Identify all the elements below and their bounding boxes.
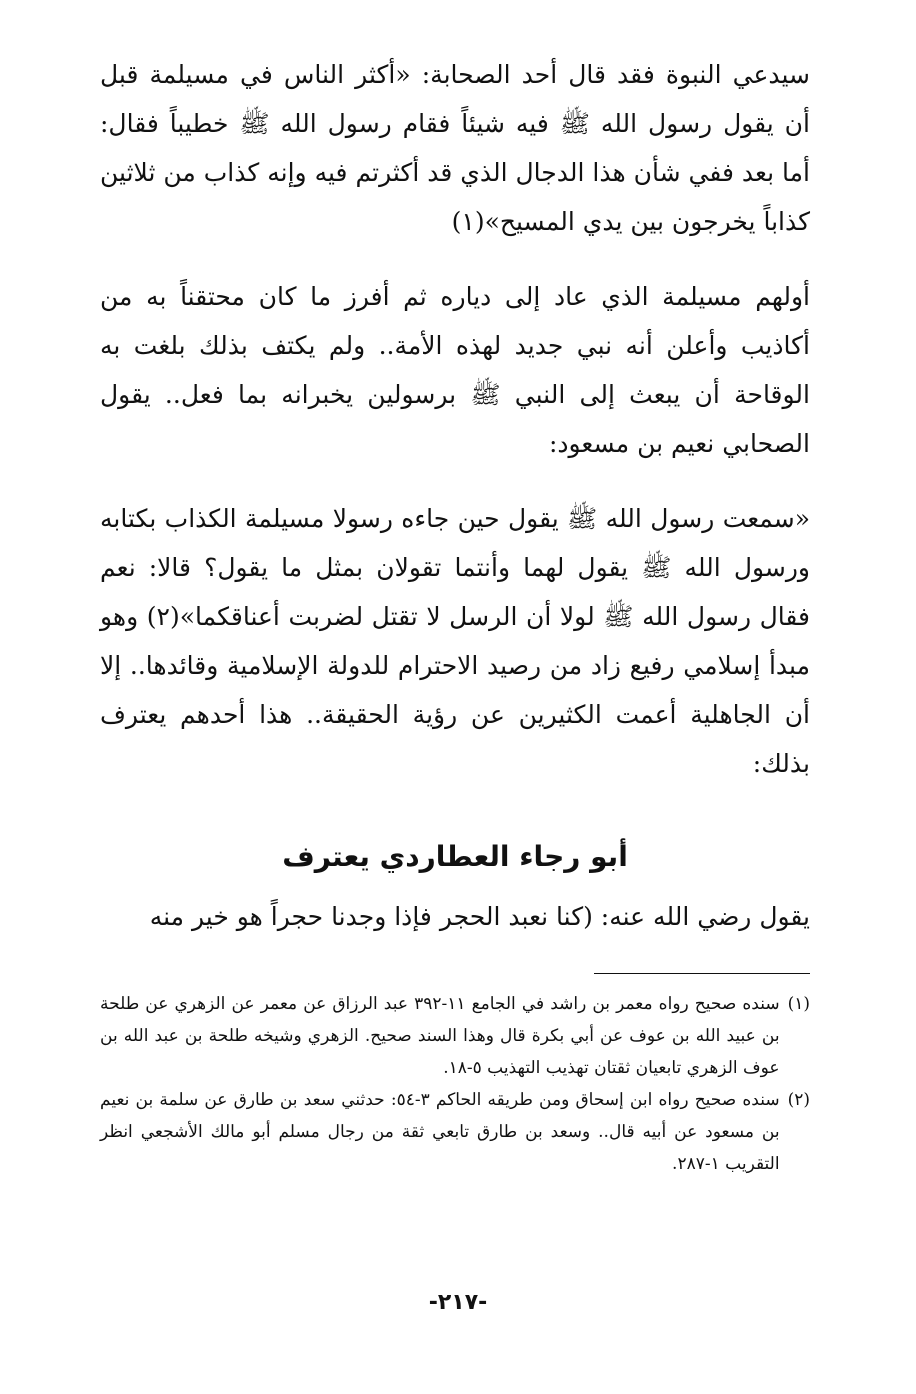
footnote-1-text: سنده صحيح رواه معمر بن راشد في الجامع ١١-٣٩٢ عبد الرزاق عن معمر عن الزهري عن طلحة بن عبيد الله بن عوف عن أبي بكرة قال وهذا السند صحيح. الزهري وشيخه طلحة بن عبد الله بن عوف الزهري تابعيان ثقتان تهذيب التهذيب ٥-١٨. [100, 994, 780, 1078]
footnote-1 [100, 988, 810, 1084]
footnote-2-text: سنده صحيح رواه ابن إسحاق ومن طريقه الحاكم ٣-٥٤: حدثني سعد بن طارق عن سلمة بن نعيم بن مسعود عن أبيه قال.. وسعد بن طارق تابعي ثقة من رجال مسلم أبو مالك الأشجعي انظر التقريب ١-٢٨٧. [100, 1090, 780, 1174]
page-number: -٢١٧- [428, 1290, 488, 1315]
footnote-2-number: (٢) [787, 1090, 810, 1110]
page-body [100, 50, 810, 1180]
footnotes [100, 988, 810, 1180]
footnote-divider [594, 973, 810, 974]
paragraph-3: «سمعت رسول الله ﷺ يقول حين جاءه رسولا مسيلمة الكذاب بكتابه ورسول الله ﷺ يقول لهما وأنتما تقولان بمثل ما يقول؟ قالا: نعم فقال رسول الله ﷺ لولا أن الرسل لا تقتل لضربت أعناقكما»(٢) وهو مبدأ إسلامي رفيع زاد من رصيد الاحترام للدولة الإسلامية وقائدها.. إلا أن الجاهلية أعمت الكثيرين عن رؤية الحقيقة.. هذا أحدهم يعترف بذلك: [100, 504, 811, 778]
section-heading: أبو رجاء العطاردي يعترف [282, 840, 628, 873]
footnote-1-number: (١) [787, 994, 810, 1014]
paragraph-1: سيدعي النبوة فقد قال أحد الصحابة: «أكثر الناس في مسيلمة قبل أن يقول رسول الله ﷺ فيه شيئاً فقام رسول الله ﷺ خطيباً فقال: أما بعد ففي شأن هذا الدجال الذي قد أكثرتم فيه وإنه كذاب من ثلاثين كذاباً يخرجون بين يدي المسيح»(١) [100, 60, 810, 236]
footnote-2 [100, 1084, 810, 1180]
paragraph-2: أولهم مسيلمة الذي عاد إلى دياره ثم أفرز ما كان محتقناً به من أكاذيب وأعلن أنه نبي جديد لهذه الأمة.. ولم يكتف بذلك بلغت به الوقاحة أن يبعث إلى النبي ﷺ برسولين يخبرانه بما فعل.. يقول الصحابي نعيم بن مسعود: [100, 282, 810, 458]
paragraph-4: يقول رضي الله عنه: (كنا نعبد الحجر فإذا وجدنا حجراً هو خير منه [149, 902, 810, 931]
